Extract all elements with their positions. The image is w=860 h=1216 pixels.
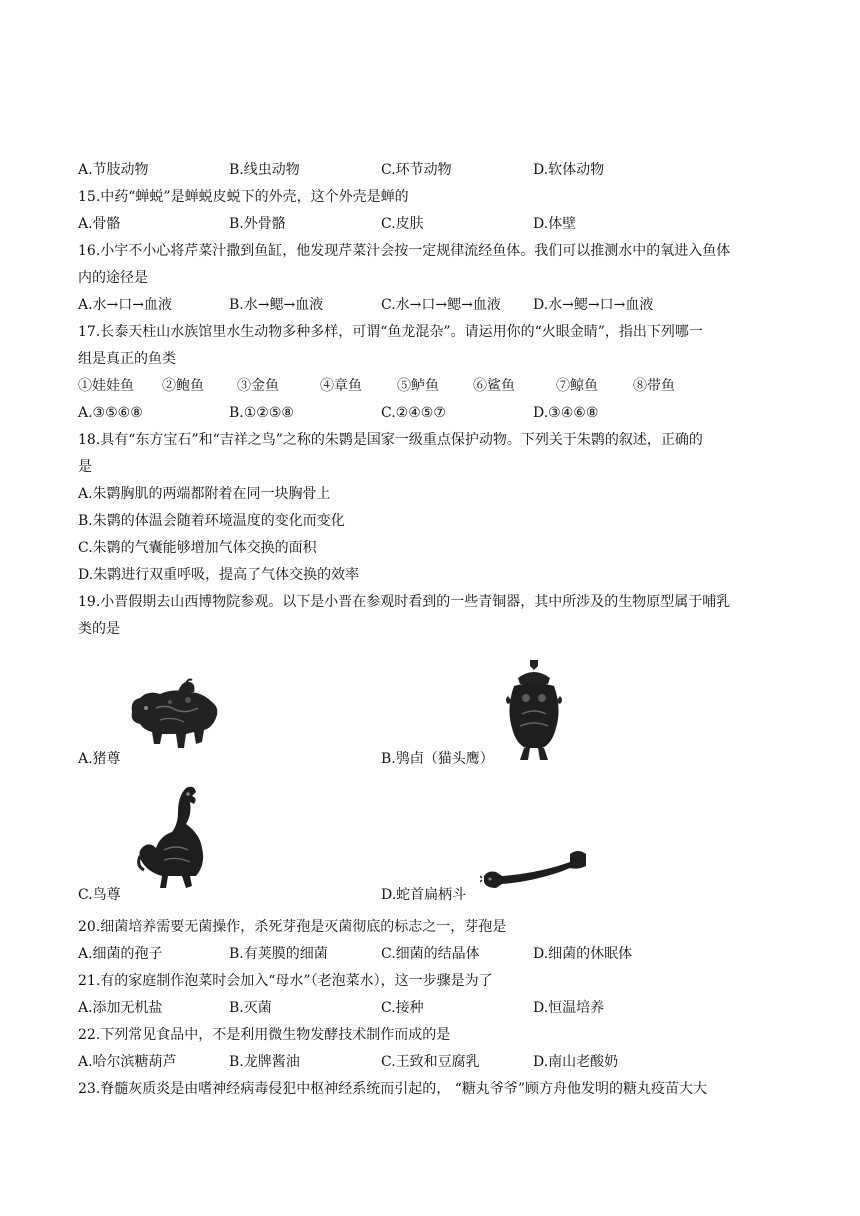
q17-item-2: ②鲍鱼 — [162, 378, 204, 394]
q17-stem-line1: 17.长泰天柱山水族馆里水生动物多种多样，可谓“鱼龙混杂”。请运用你的“火眼金睛”，指出下列哪一 — [78, 324, 703, 340]
q17-item-6: ⑥鲨鱼 — [473, 378, 515, 394]
q14-option-a[interactable]: A.节肢动物 — [78, 162, 149, 178]
owl-vessel-icon — [504, 656, 564, 762]
q22-option-d[interactable]: D.南山老酸奶 — [533, 1054, 619, 1070]
q14-option-c[interactable]: C.环节动物 — [381, 162, 452, 178]
q17-item-5: ⑤鲈鱼 — [397, 378, 439, 394]
q17-item-4: ④章鱼 — [320, 378, 362, 394]
q14-option-b[interactable]: B.线虫动物 — [229, 162, 300, 178]
q17-item-8: ⑧带鱼 — [633, 378, 675, 394]
q17-option-d[interactable]: D.③④⑥⑧ — [533, 405, 599, 421]
q21-option-b[interactable]: B.灭菌 — [229, 1000, 272, 1016]
q22-option-c[interactable]: C.王致和豆腐乳 — [381, 1054, 480, 1070]
q21-option-d[interactable]: D.恒温培养 — [533, 1000, 605, 1016]
bird-vessel-icon — [134, 784, 214, 894]
q22-option-b[interactable]: B.龙牌酱油 — [229, 1054, 300, 1070]
q16-stem-line2: 内的途径是 — [78, 270, 148, 286]
q19-option-a[interactable]: A.猪尊 — [78, 751, 121, 767]
q18-option-a[interactable]: A.朱鹮胸肌的两端都附着在同一块胸骨上 — [78, 486, 331, 502]
q16-option-b[interactable]: B.水→鳃→血液 — [229, 297, 324, 313]
q17-option-a[interactable]: A.③⑤⑥⑧ — [78, 405, 143, 421]
q16-option-c[interactable]: C.水→口→鳃→血液 — [381, 297, 501, 313]
q18-stem-line2: 是 — [78, 459, 92, 475]
q18-option-b[interactable]: B.朱鹮的体温会随着环境温度的变化而变化 — [78, 513, 345, 529]
q15-option-c[interactable]: C.皮肤 — [381, 216, 424, 232]
q18-stem-line1: 18.具有“东方宝石”和“吉祥之鸟”之称的朱鹮是国家一级重点保护动物。下列关于朱鹮的叙述，正确的 — [78, 432, 703, 448]
snake-ladle-icon — [480, 846, 590, 894]
q17-option-b[interactable]: B.①②⑤⑧ — [229, 405, 294, 421]
q19-option-b[interactable]: B.鸮卣（猫头鹰） — [381, 751, 494, 767]
q15-option-d[interactable]: D.体壁 — [533, 216, 577, 232]
q17-item-3: ③金鱼 — [237, 378, 279, 394]
q20-stem: 20.细菌培养需要无菌操作，杀死芽孢是灭菌彻底的标志之一，芽孢是 — [78, 919, 507, 935]
q15-stem: 15.中药“蝉蜕”是蝉蜕皮蜕下的外壳，这个外壳是蝉的 — [78, 189, 409, 205]
q22-option-a[interactable]: A.哈尔滨糖葫芦 — [78, 1054, 177, 1070]
q20-option-d[interactable]: D.细菌的休眠体 — [533, 946, 633, 962]
pig-vessel-icon — [126, 678, 222, 758]
q21-option-a[interactable]: A.添加无机盐 — [78, 1000, 163, 1016]
q20-option-c[interactable]: C.细菌的结晶体 — [381, 946, 480, 962]
q14-option-d[interactable]: D.软体动物 — [533, 162, 605, 178]
q17-option-c[interactable]: C.②④⑤⑦ — [381, 405, 446, 421]
q17-item-1: ①娃娃鱼 — [78, 378, 134, 394]
q19-stem-line2: 类的是 — [78, 621, 120, 637]
q19-option-d[interactable]: D.蛇首扁柄斗 — [381, 887, 467, 903]
q15-option-b[interactable]: B.外骨骼 — [229, 216, 286, 232]
q16-stem-line1: 16.小宇不小心将芹菜汁撒到鱼缸，他发现芹菜汁会按一定规律流经鱼体。我们可以推测水中的氧进入鱼体 — [78, 243, 731, 259]
q15-option-a[interactable]: A.骨骼 — [78, 216, 121, 232]
q23-stem-line1: 23.脊髓灰质炎是由嗜神经病毒侵犯中枢神经系统而引起的， “糖丸爷爷”顾方舟他发明的糖丸疫苗大大 — [78, 1081, 708, 1097]
q22-stem: 22.下列常见食品中，不是利用微生物发酵技术制作而成的是 — [78, 1027, 451, 1043]
q20-option-a[interactable]: A.细菌的孢子 — [78, 946, 163, 962]
q19-stem-line1: 19.小晋假期去山西博物院参观。以下是小晋在参观时看到的一些青铜器，其中所涉及的生物原型属于哺乳 — [78, 594, 731, 610]
q16-option-a[interactable]: A.水→口→血液 — [78, 297, 173, 313]
q16-option-d[interactable]: D.水→鳃→口→血液 — [533, 297, 654, 313]
q19-option-c[interactable]: C.鸟尊 — [78, 887, 121, 903]
q17-item-7: ⑦鲸鱼 — [556, 378, 598, 394]
q18-option-d[interactable]: D.朱鹮进行双重呼吸，提高了气体交换的效率 — [78, 567, 360, 583]
q18-option-c[interactable]: C.朱鹮的气囊能够增加气体交换的面积 — [78, 540, 317, 556]
q21-stem: 21.有的家庭制作泡菜时会加入“母水”（老泡菜水），这一步骤是为了 — [78, 973, 493, 989]
q17-stem-line2: 组是真正的鱼类 — [78, 351, 176, 367]
q21-option-c[interactable]: C.接种 — [381, 1000, 424, 1016]
q20-option-b[interactable]: B.有荚膜的细菌 — [229, 946, 328, 962]
